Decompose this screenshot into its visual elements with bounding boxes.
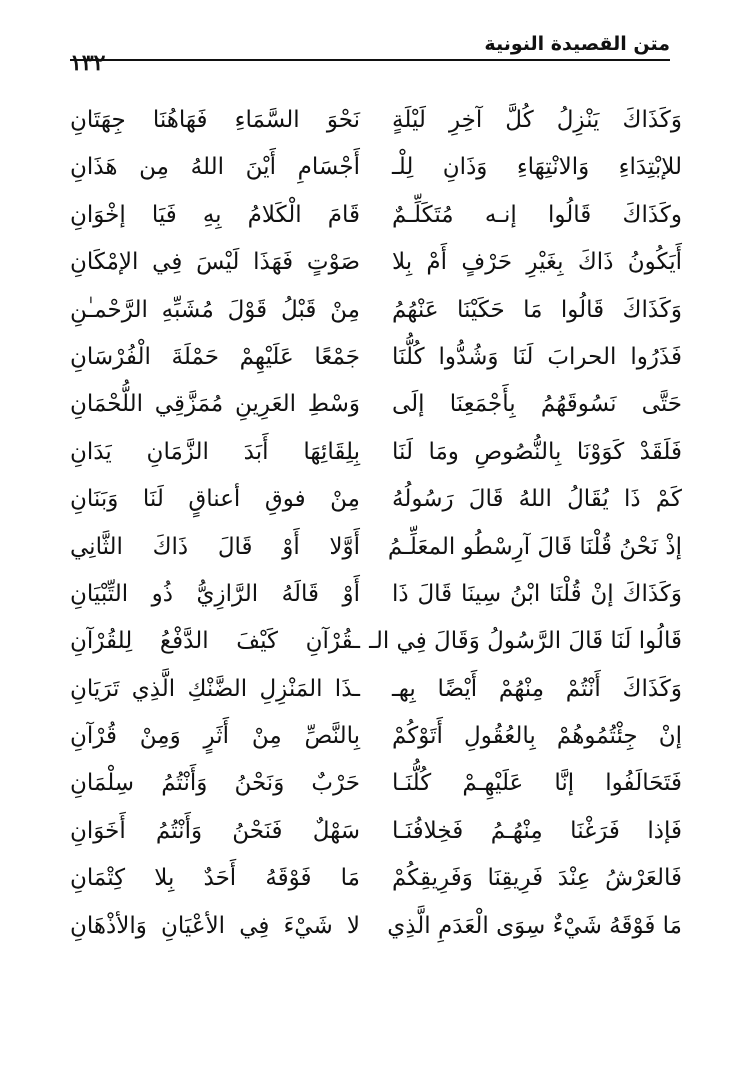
verse-second-hemistich: حَرْبٌ وَنَحْنُ وَأَنْتُمُ سِلْمَانِ: [70, 770, 360, 797]
verse-second-hemistich: صَوْتٍ فَهَذَا لَيْسَ فِي الإمْكَانِ: [70, 249, 360, 276]
verse-second-hemistich: جَمْعًا عَلَيْهِمْ حَمْلَةَ الْفُرْسَانِ: [70, 343, 360, 370]
verse-line: [70, 290, 682, 337]
verse-second-hemistich: سَهْلٌ فَنَحْنُ وَأَنْتُمُ أَخَوَانِ: [70, 817, 360, 844]
verse-first-hemistich: وَكَذَاكَ إنْ قُلْنَا ابْنُ سِينَا قَالَ ذَا: [392, 580, 682, 607]
verse-line: [70, 384, 682, 431]
verse-first-hemistich: فَالعَرْشُ عِنْدَ فَرِيقِنَا وَفَرِيقِكُمْ: [392, 865, 682, 892]
verse-second-hemistich: وَسْطِ العَرِينِ مُمَزَّقِي اللُّحْمَانِ: [70, 391, 360, 418]
verse-line: [70, 858, 682, 905]
verse-line: [70, 669, 682, 716]
verse-second-hemistich: أَوْ قَالَهُ الرَّازِيُّ ذُو التِّبْيَانِ: [70, 580, 360, 607]
verse-second-hemistich: مِنْ فوقِ أعناقٍ لَنَا وَبَنَانِ: [70, 486, 360, 513]
verse-first-hemistich: وَكَذَاكَ قَالُوا مَا حَكَيْنَا عَنْهُمُ: [392, 296, 682, 323]
book-title: متن القصيدة النونية: [484, 33, 670, 55]
verse-second-hemistich: بِالنَّصِّ مِنْ أَثَرٍ وَمِنْ قُرْآنِ: [70, 723, 360, 750]
verse-first-hemistich: وكَذَاكَ قَالُوا إنـه مُتَكَلِّـمٌ: [392, 201, 682, 228]
verse-first-hemistich: وَكَذَاكَ أَنْتُمْ مِنْهُمْ أَيْضًا بِهـ: [392, 675, 682, 702]
verse-line: [70, 242, 682, 289]
verse-second-hemistich: مَا فَوْقَهُ أَحَدٌ بِلا كِتْمَانِ: [70, 865, 360, 892]
verse-line: [70, 906, 682, 953]
verse-second-hemistich: أَوَّلا أَوْ قَالَ ذَاكَ الثَّانِي: [70, 533, 360, 560]
verse-first-hemistich: إذْ نَحْنُ قُلْنَا قَالَ آرِسْطُو المعَلِّـمُ: [387, 533, 682, 560]
page-header: [70, 24, 670, 84]
verse-first-hemistich: قَالُوا لَنَا قَالَ الرَّسُولُ وَقَالَ فِي الـ: [369, 628, 682, 655]
verse-line: [70, 763, 682, 810]
verse-line: [70, 147, 682, 194]
page-number: ١٣٢: [70, 50, 106, 76]
verse-line: [70, 479, 682, 526]
verse-first-hemistich: فَتَحَالَفُوا إنَّا عَلَيْهِـمْ كُلُّنَـا: [392, 770, 682, 797]
verse-line: [70, 621, 682, 668]
verse-first-hemistich: حَتَّى نَسُوقَهُمُ بِأَجْمَعِنَا إلَى: [392, 391, 682, 418]
verse-first-hemistich: فَذَرُوا الحرابَ لَنَا وَشُدُّوا كُلُّنَا: [392, 343, 682, 370]
verse-first-hemistich: إنْ جِئْتُمُوهُمْ بِالعُقُولِ أَتَوْكُمْ: [392, 723, 682, 750]
verse-first-hemistich: مَا فَوْقَهُ شَيْءٌ سِوَى الْعَدَمِ الَّذِي: [387, 912, 682, 939]
verse-second-hemistich: لا شَيْءَ فِي الأعْيَانِ وَالأذْهَانِ: [70, 912, 360, 939]
poem-body: [70, 100, 682, 953]
verse-line: [70, 811, 682, 858]
verse-second-hemistich: بِلِقَائِهَا أَبَدَ الزَّمَانِ يَدَانِ: [70, 438, 360, 465]
verse-line: [70, 527, 682, 574]
verse-first-hemistich: أَيَكُونُ ذَاكَ بِغَيْرِ حَرْفٍ أَمْ بِلا: [392, 249, 682, 276]
verse-first-hemistich: كَمْ ذَا يُقَالُ اللهُ قَالَ رَسُولُهُ: [392, 486, 682, 513]
verse-line: [70, 100, 682, 147]
verse-line: [70, 337, 682, 384]
verse-line: [70, 432, 682, 479]
verse-first-hemistich: فَإذا فَرَغْنَا مِنْهُـمُ فَخِلافُنَـا: [392, 817, 682, 844]
verse-first-hemistich: فَلَقَدْ كَوَوْنَا بِالنُّصُوصِ ومَا لَنَا: [392, 438, 682, 465]
verse-first-hemistich: وَكَذَاكَ يَنْزِلُ كُلَّ آخِرِ لَيْلَةٍ: [392, 107, 682, 133]
verse-second-hemistich: أَجْسَامِ أَيْنَ اللهُ مِن هَذَانِ: [70, 154, 360, 181]
header-rule: [70, 59, 670, 61]
verse-second-hemistich: نَحْوَ السَّمَاءِ فَهَاهُنَا جِهَتَانِ: [70, 107, 360, 133]
verse-line: [70, 195, 682, 242]
verse-second-hemistich: قَامَ الْكَلامُ بِهِ فَيَا إخْوَانِ: [70, 201, 360, 228]
verse-second-hemistich: مِنْ قَبْلُ قَوْلَ مُشَبِّهِ الرَّحْمـٰنِ: [70, 296, 360, 323]
verse-second-hemistich: ـذَا المَنْزِلِ الضَّنْكِ الَّذِي تَرَيَانِ: [70, 675, 360, 702]
verse-line: [70, 716, 682, 763]
verse-line: [70, 574, 682, 621]
verse-second-hemistich: ـقُرْآنِ كَيْفَ الدَّفْعُ لِلقُرْآنِ: [70, 628, 360, 655]
verse-first-hemistich: للإبْتِدَاءِ وَالانْتِهَاءِ وَذَانِ لِلْـ: [392, 154, 682, 181]
